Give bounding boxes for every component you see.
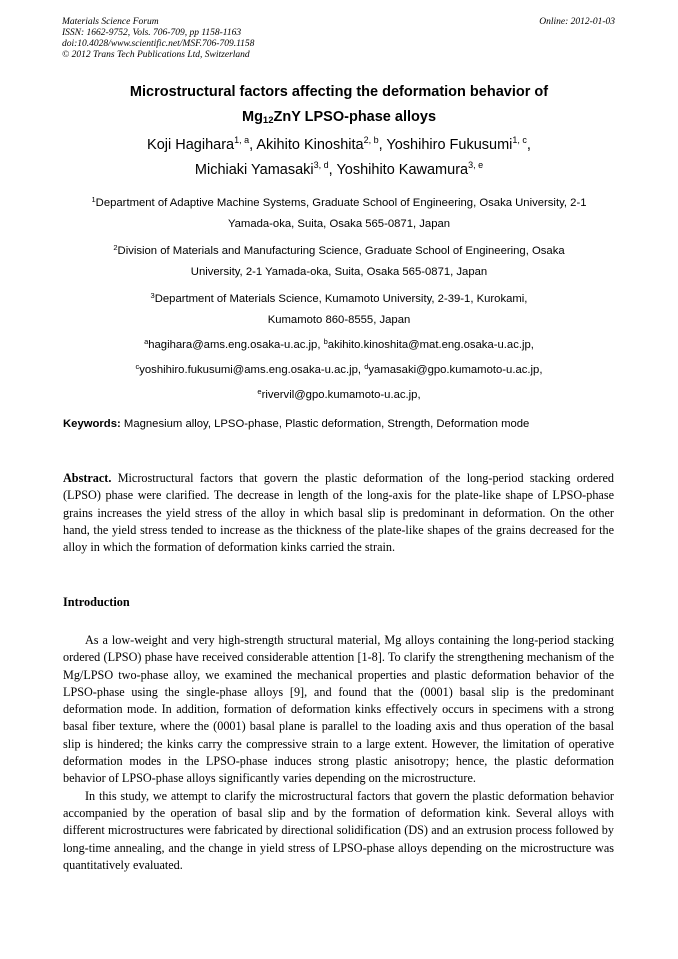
authors-line-2: Michiaki Yamasaki$^{3, d}$, Yoshihito Kawamura$^{3, e}$ bbox=[194, 160, 484, 178]
email-b[interactable]: akihito.kinoshita@mat.eng.osaka-u.ac.jp, bbox=[327, 339, 534, 351]
intro-paragraph-1: As a low-weight and very high-strength structural material, Mg alloys containing the long-period stacking ordered (LPSO) phase have received considerable attention [1-8]. To clarify the strengthening mechanism of the Mg/LPSO two-phase alloy, we examined the mechanical properties and plastic deformation behavior of the LPSO-phase using the single-phase alloys [9], and found that the (0001) basal slip is the predominant deformation mode. In addition, formation of deformation kinks effectively occurs in specimens with a strong basal fiber texture, where the (0001) basal plane is parallel to the loading axis and thus operation of the basal slip is hindered; the kinks carry the compressive strain to a large extent. However, the limitation of operative deformation modes in the LPSO-phase induces strong plastic anisotropy; hence, the plastic deformation behavior of LPSO-phase alloys significantly varies depending on the microstructure. bbox=[63, 633, 614, 786]
introduction-heading: Introduction bbox=[63, 595, 130, 609]
email-a[interactable]: hagihara@ams.eng.osaka-u.ac.jp, bbox=[148, 339, 321, 351]
authors-line-1: Koji Hagihara$^{1, a}$, Akihito Kinoshita$^{2, b}$, Yoshihiro Fukusumi$^{1, c}$, bbox=[147, 135, 531, 153]
intro-paragraph-2: In this study, we attempt to clarify the microstructural factors that govern the plastic deformation behavior accompanied by the operation of basal slip and by the formation of deformation kink. Several alloys with different microstructures were fabricated by directional solidification (DS) and an extrusion process followed by long-time annealing, and the change in yield stress of LPSO-phase alloys depending on the microstructure was quantitatively evaluated. bbox=[63, 788, 614, 872]
author-name: Michiaki Yamasaki bbox=[194, 162, 314, 178]
title-line-1: Microstructural factors affecting the deformation behavior of bbox=[129, 84, 549, 100]
abstract-text: Microstructural factors that govern the plastic deformation of the long-period stacking ordered (LPSO) phase were clarified. The decrease in length of the long-axis for the plate-like shape of LPSO-phase grains increases the yield stress of the alloy in which basal slip is predominant in deformation. On the other hand, the yield stress tended to increase as the thickness of the plate-like shapes of the grains decreased for the alloy in which the formation of deformation kinks carried the strain. bbox=[63, 471, 614, 555]
author-name: Koji Hagihara bbox=[147, 137, 235, 153]
author-name: Yoshihito Kawamura bbox=[336, 162, 469, 178]
abstract-label: Abstract. bbox=[63, 471, 112, 485]
journal-name: Materials Science Forum bbox=[62, 17, 159, 27]
online-date: Online: 2012-01-03 bbox=[539, 17, 615, 27]
affiliation-2: $^2$Division of Materials and Manufacturing Science, Graduate School of Engineering, Osaka University, 2-1 Yamada-oka, Suita, Osaka 565-0871, Japan bbox=[113, 243, 565, 278]
affiliation-3: $^3$Department of Materials Science, Kumamoto University, 2-39-1, Kurokami, Kumamoto 860-8555, Japan bbox=[150, 291, 528, 326]
doi-line: doi:10.4028/www.scientific.net/MSF.706-709.1158 bbox=[62, 39, 255, 49]
introduction-body bbox=[63, 632, 614, 874]
issn-line: ISSN: 1662-9752, Vols. 706-709, pp 1158-1163 bbox=[62, 28, 242, 38]
author-name: Akihito Kinoshita bbox=[256, 137, 364, 153]
copyright-line: © 2012 Trans Tech Publications Ltd, Switzerland bbox=[62, 50, 250, 60]
email-e[interactable]: rivervil@gpo.kumamoto-u.ac.jp, bbox=[261, 389, 421, 401]
title-line-2: $Mg_{12}ZnY$ LPSO-phase alloys bbox=[241, 109, 437, 126]
abstract bbox=[63, 470, 614, 556]
email-c[interactable]: yoshihiro.fukusumi@ams.eng.osaka-u.ac.jp, bbox=[139, 364, 362, 376]
emails: $^a$hagihara@ams.eng.osaka-u.ac.jp, $^b$akihito.kinoshita@mat.eng.osaka-u.ac.jp, $^c$yoshihiro.fukusumi@ams.eng.osaka-u.ac.jp, $^d$yamasaki@gpo.kumamoto-u.ac.jp, $^e$rivervil@gpo.kumamoto-u.ac.jp, bbox=[135, 337, 543, 401]
keywords: Keywords: Magnesium alloy, LPSO-phase, Plastic deformation, Strength, Deformation mode bbox=[63, 418, 530, 430]
email-d[interactable]: yamasaki@gpo.kumamoto-u.ac.jp, bbox=[368, 364, 543, 376]
author-name: Yoshihiro Fukusumi bbox=[386, 137, 513, 153]
affiliation-1: $^1$Department of Adaptive Machine Systems, Graduate School of Engineering, Osaka University, 2-1 Yamada-oka, Suita, Osaka 565-0871, Japan bbox=[91, 195, 587, 230]
